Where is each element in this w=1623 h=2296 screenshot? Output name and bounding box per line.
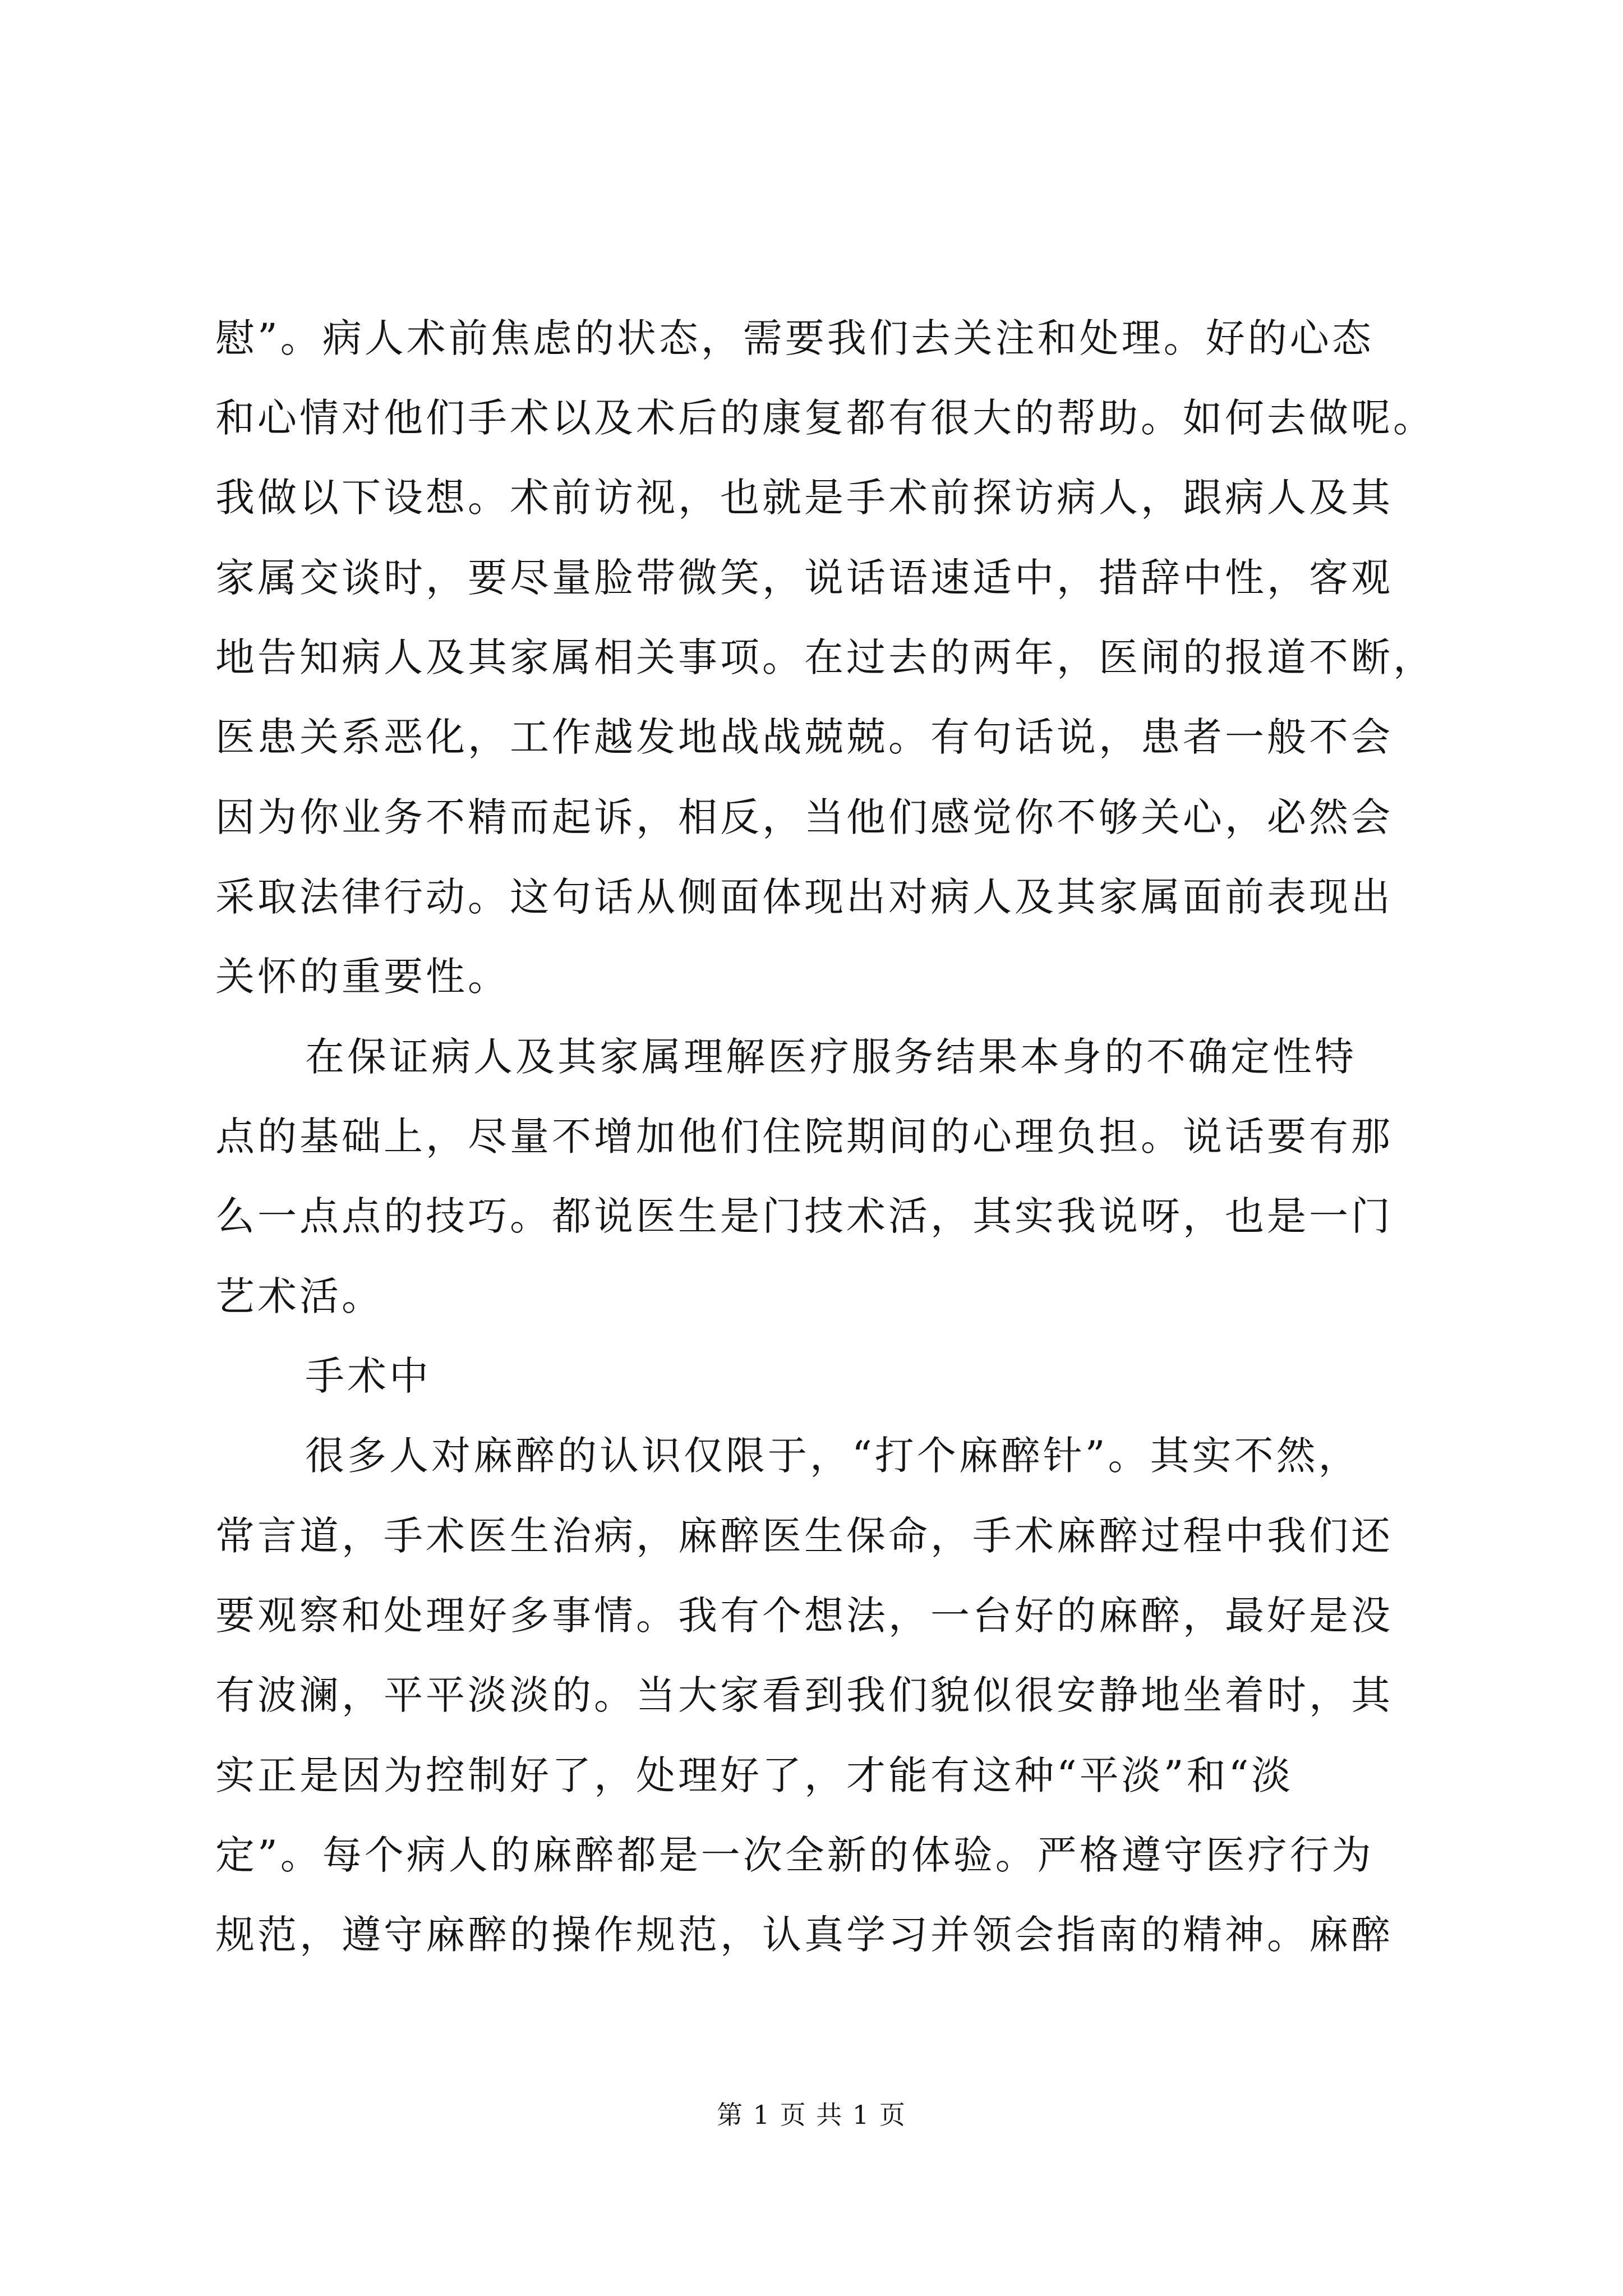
text-line: 要观察和处理好多事情。我有个想法，一台好的麻醉，最好是没 bbox=[215, 1593, 1393, 1639]
text-line: 因为你业务不精而起诉，相反，当他们感觉你不够关心，必然会 bbox=[215, 794, 1393, 840]
text-line: 和心情对他们手术以及术后的康复都有很大的帮助。如何去做呢。 bbox=[215, 395, 1435, 441]
text-line: 关怀的重要性。 bbox=[215, 954, 510, 1000]
text-line: 医患关系恶化，工作越发地战战兢兢。有句话说，患者一般不会 bbox=[215, 714, 1393, 760]
text-line: 点的基础上，尽量不增加他们住院期间的心理负担。说话要有那 bbox=[215, 1114, 1393, 1159]
text-line: 地告知病人及其家属相关事项。在过去的两年，医闹的报道不断， bbox=[215, 634, 1435, 680]
text-line: 有波澜，平平淡淡的。当大家看到我们貌似很安静地坐着时，其 bbox=[215, 1672, 1393, 1718]
text-line: 艺术活。 bbox=[215, 1273, 384, 1319]
page-number-footer: 第 1 页 共 1 页 bbox=[717, 2100, 906, 2130]
text-line: 规范，遵守麻醉的操作规范，认真学习并领会指南的精神。麻醉 bbox=[215, 1912, 1393, 1958]
text-line: 么一点点的技巧。都说医生是门技术活，其实我说呀，也是一门 bbox=[215, 1193, 1393, 1239]
text-line: 常言道，手术医生治病，麻醉医生保命，手术麻醉过程中我们还 bbox=[215, 1513, 1393, 1559]
paragraph-first-line: 在保证病人及其家属理解医疗服务结果本身的不确定性特 bbox=[305, 1034, 1357, 1080]
section-heading: 手术中 bbox=[305, 1353, 431, 1399]
text-line: 定”。每个病人的麻醉都是一次全新的体验。严格遵守医疗行为 bbox=[215, 1832, 1374, 1878]
text-line: 实正是因为控制好了，处理好了，才能有这种“平淡”和“淡 bbox=[215, 1752, 1294, 1798]
text-line: 我做以下设想。术前访视，也就是手术前探访病人，跟病人及其 bbox=[215, 475, 1393, 521]
text-line: 采取法律行动。这句话从侧面体现出对病人及其家属面前表现出 bbox=[215, 874, 1393, 920]
paragraph-first-line: 很多人对麻醉的认识仅限于，“打个麻醉针”。其实不然， bbox=[305, 1433, 1361, 1479]
text-line: 慰”。病人术前焦虑的状态，需要我们去关注和处理。好的心态 bbox=[215, 315, 1374, 361]
text-line: 家属交谈时，要尽量脸带微笑，说话语速适中，措辞中性，客观 bbox=[215, 555, 1393, 601]
